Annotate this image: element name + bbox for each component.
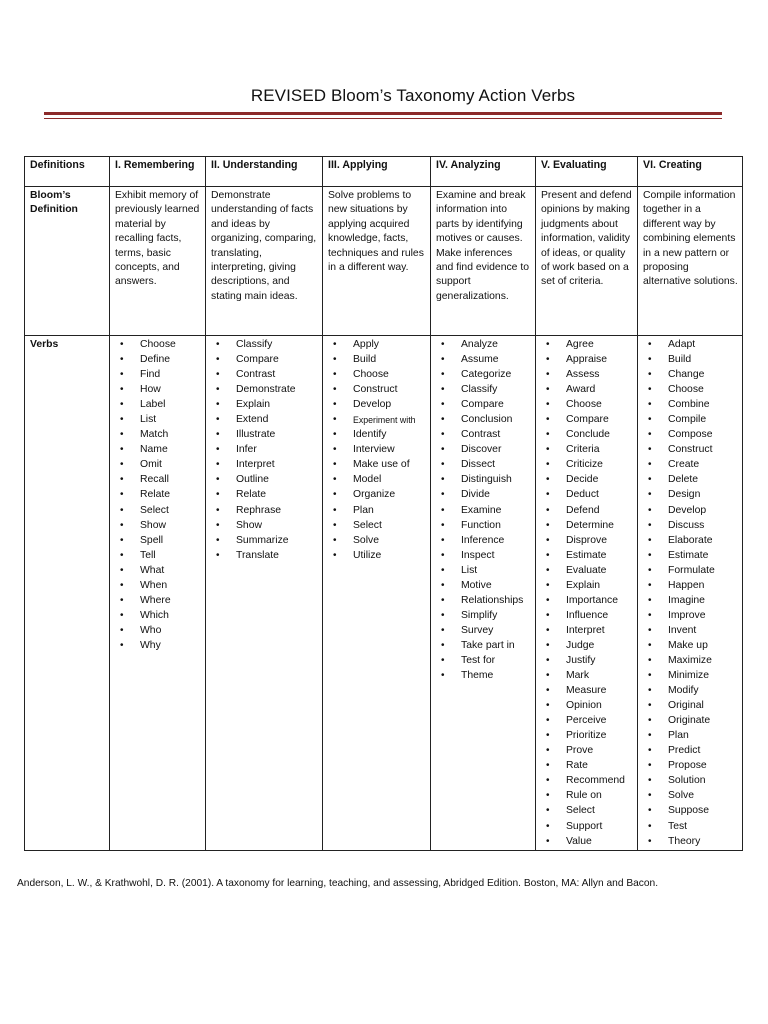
verb-item: • Select [115,504,201,519]
verb-item: • Relate [211,488,318,503]
verb-item: • Experiment with [328,413,426,428]
verb-item: • Prove [541,744,633,759]
verb-item: • Classify [436,383,531,398]
verb-item: • Influence [541,609,633,624]
header-remembering: I. Remembering [110,157,206,187]
verb-item: • When [115,579,201,594]
verb-item: • Show [115,519,201,534]
verb-item: • Evaluate [541,564,633,579]
verb-item: • Deduct [541,488,633,503]
verb-item: • Decide [541,473,633,488]
verb-item: • Match [115,428,201,443]
verb-item: • Demonstrate [211,383,318,398]
header-understanding: II. Understanding [206,157,323,187]
verb-item: • Label [115,398,201,413]
verb-item: • Build [328,353,426,368]
title-rule-thick [44,112,722,115]
verb-item: • Determine [541,519,633,534]
definition-evaluating: Present and defend opinions by making judgments about information, validity of ideas, or quality of work based on a set of criteria. [536,187,638,336]
verb-item: • Appraise [541,353,633,368]
verb-item: • Imagine [643,594,738,609]
verb-item: • Compare [436,398,531,413]
verb-item: • Solve [328,534,426,549]
verb-item: • Extend [211,413,318,428]
definition-applying: Solve problems to new situations by applying acquired knowledge, facts, techniques and rules in a different way. [323,187,431,336]
verb-item: • Plan [328,504,426,519]
verb-item: • Categorize [436,368,531,383]
verb-item: • Develop [328,398,426,413]
verb-item: • Invent [643,624,738,639]
verb-item: • Spell [115,534,201,549]
verb-item: • Award [541,383,633,398]
verb-item: • Contrast [436,428,531,443]
verbs-applying [323,336,431,851]
verb-item: • Original [643,699,738,714]
title-rule-thin [44,118,722,119]
verbs-analyzing [431,336,536,851]
verb-item: • How [115,383,201,398]
verb-item: • Model [328,473,426,488]
verb-list [211,338,318,564]
verb-item: • Support [541,820,633,835]
verb-item: • Infer [211,443,318,458]
verb-item: • Divide [436,488,531,503]
verb-item: • Test for [436,654,531,669]
verb-item: • Discover [436,443,531,458]
verb-item: • Explain [541,579,633,594]
header-creating: VI. Creating [638,157,743,187]
verb-item: • Analyze [436,338,531,353]
verbs-creating [638,336,743,851]
verb-item: • Solve [643,789,738,804]
verb-item: • Assess [541,368,633,383]
verb-item: • Illustrate [211,428,318,443]
verb-item: • Happen [643,579,738,594]
verb-item: • Minimize [643,669,738,684]
verb-item: • Simplify [436,609,531,624]
verb-item: • What [115,564,201,579]
verb-item: • Mark [541,669,633,684]
verb-item: • Defend [541,504,633,519]
verb-item: • Function [436,519,531,534]
verb-item: • Delete [643,473,738,488]
verb-item: • Interview [328,443,426,458]
verbs-understanding [206,336,323,851]
verb-item: • Agree [541,338,633,353]
verb-item: • Compare [541,413,633,428]
header-analyzing: IV. Analyzing [431,157,536,187]
verb-item: • Conclude [541,428,633,443]
verb-item: • Translate [211,549,318,564]
citation: Anderson, L. W., & Krathwohl, D. R. (2001). A taxonomy for learning, teaching, and assessing, Abridged Edition. Boston, MA: Allyn and Bacon. [17,878,659,889]
verb-item: • Value [541,835,633,850]
verb-item: • Perceive [541,714,633,729]
definition-row-label: Bloom’s Definition [25,187,110,336]
verb-list [328,338,426,564]
verb-item: • Choose [541,398,633,413]
verb-item: • Contrast [211,368,318,383]
verb-item: • Choose [328,368,426,383]
verb-item: • Disprove [541,534,633,549]
definition-row [25,187,743,336]
verb-item: • Recommend [541,774,633,789]
page-title: REVISED Bloom’s Taxonomy Action Verbs [250,86,576,105]
verb-item: • Maximize [643,654,738,669]
verb-item: • Choose [115,338,201,353]
verb-item: • Rate [541,759,633,774]
verb-item: • Improve [643,609,738,624]
verb-item: • Outline [211,473,318,488]
verb-item: • Identify [328,428,426,443]
verb-item: • Compile [643,413,738,428]
verb-item: • Survey [436,624,531,639]
verb-item: • Importance [541,594,633,609]
definition-creating: Compile information together in a different way by combining elements in a new pattern or proposing alternative solutions. [638,187,743,336]
verb-item: • Construct [328,383,426,398]
verb-item: • Discuss [643,519,738,534]
verb-item: • Solution [643,774,738,789]
verb-item: • Classify [211,338,318,353]
verb-list [643,338,738,850]
verb-item: • Omit [115,458,201,473]
verb-item: • Predict [643,744,738,759]
verb-item: • Combine [643,398,738,413]
header-evaluating: V. Evaluating [536,157,638,187]
verb-list [115,338,201,654]
verbs-row-label: Verbs [25,336,110,851]
verb-item: • Estimate [643,549,738,564]
definition-remembering: Exhibit memory of previously learned material by recalling facts, terms, basic concepts, and answers. [110,187,206,336]
verbs-evaluating [536,336,638,851]
verb-item: • Find [115,368,201,383]
verb-item: • Why [115,639,201,654]
verb-item: • Test [643,820,738,835]
verb-item: • Plan [643,729,738,744]
verb-item: • Who [115,624,201,639]
verb-item: • Formulate [643,564,738,579]
table-header-row [25,157,743,187]
verb-item: • Develop [643,504,738,519]
verb-item: • Criteria [541,443,633,458]
verb-item: • List [436,564,531,579]
verbs-row [25,336,743,851]
verb-item: • Explain [211,398,318,413]
verb-item: • Prioritize [541,729,633,744]
verb-list [436,338,531,684]
verb-item: • Relationships [436,594,531,609]
verb-item: • Name [115,443,201,458]
verb-item: • Take part in [436,639,531,654]
verb-item: • Compare [211,353,318,368]
verb-item: • Justify [541,654,633,669]
verb-item: • Rule on [541,789,633,804]
verb-item: • Select [541,804,633,819]
verb-item: • Adapt [643,338,738,353]
verb-item: • Assume [436,353,531,368]
verb-item: • Suppose [643,804,738,819]
verb-item: • Estimate [541,549,633,564]
verb-item: • Dissect [436,458,531,473]
verb-item: • Create [643,458,738,473]
verb-item: • Originate [643,714,738,729]
verb-item: • Compose [643,428,738,443]
verb-item: • Change [643,368,738,383]
verb-item: • Construct [643,443,738,458]
verb-item: • Build [643,353,738,368]
verb-item: • Propose [643,759,738,774]
verb-item: • Choose [643,383,738,398]
verb-item: • Relate [115,488,201,503]
verb-item: • Rephrase [211,504,318,519]
verb-item: • Inference [436,534,531,549]
verb-item: • Theme [436,669,531,684]
verb-item: • Design [643,488,738,503]
verb-item: • Show [211,519,318,534]
verb-item: • Which [115,609,201,624]
header-definitions: Definitions [25,157,110,187]
taxonomy-table [24,156,743,851]
verb-list [541,338,633,850]
verb-item: • Inspect [436,549,531,564]
verb-item: • Make use of [328,458,426,473]
verb-item: • Make up [643,639,738,654]
verb-item: • Tell [115,549,201,564]
verb-item: • Apply [328,338,426,353]
verb-item: • Organize [328,488,426,503]
verb-item: • Judge [541,639,633,654]
verb-item: • Summarize [211,534,318,549]
verb-item: • Motive [436,579,531,594]
verb-item: • Modify [643,684,738,699]
verb-item: • Elaborate [643,534,738,549]
verb-item: • Interpret [541,624,633,639]
verb-item: • Theory [643,835,738,850]
verb-item: • Select [328,519,426,534]
verb-item: • Define [115,353,201,368]
verb-item: • Recall [115,473,201,488]
verb-item: • Interpret [211,458,318,473]
verb-item: • List [115,413,201,428]
header-applying: III. Applying [323,157,431,187]
verb-item: • Opinion [541,699,633,714]
verb-item: • Examine [436,504,531,519]
definition-understanding: Demonstrate understanding of facts and ideas by organizing, comparing, translating, interpreting, giving descriptions, and stating main ideas. [206,187,323,336]
verb-item: • Criticize [541,458,633,473]
verbs-remembering [110,336,206,851]
verb-item: • Conclusion [436,413,531,428]
definition-analyzing: Examine and break information into parts by identifying motives or causes. Make inferences and find evidence to support generalizations. [431,187,536,336]
verb-item: • Utilize [328,549,426,564]
verb-item: • Where [115,594,201,609]
verb-item: • Distinguish [436,473,531,488]
verb-item: • Measure [541,684,633,699]
